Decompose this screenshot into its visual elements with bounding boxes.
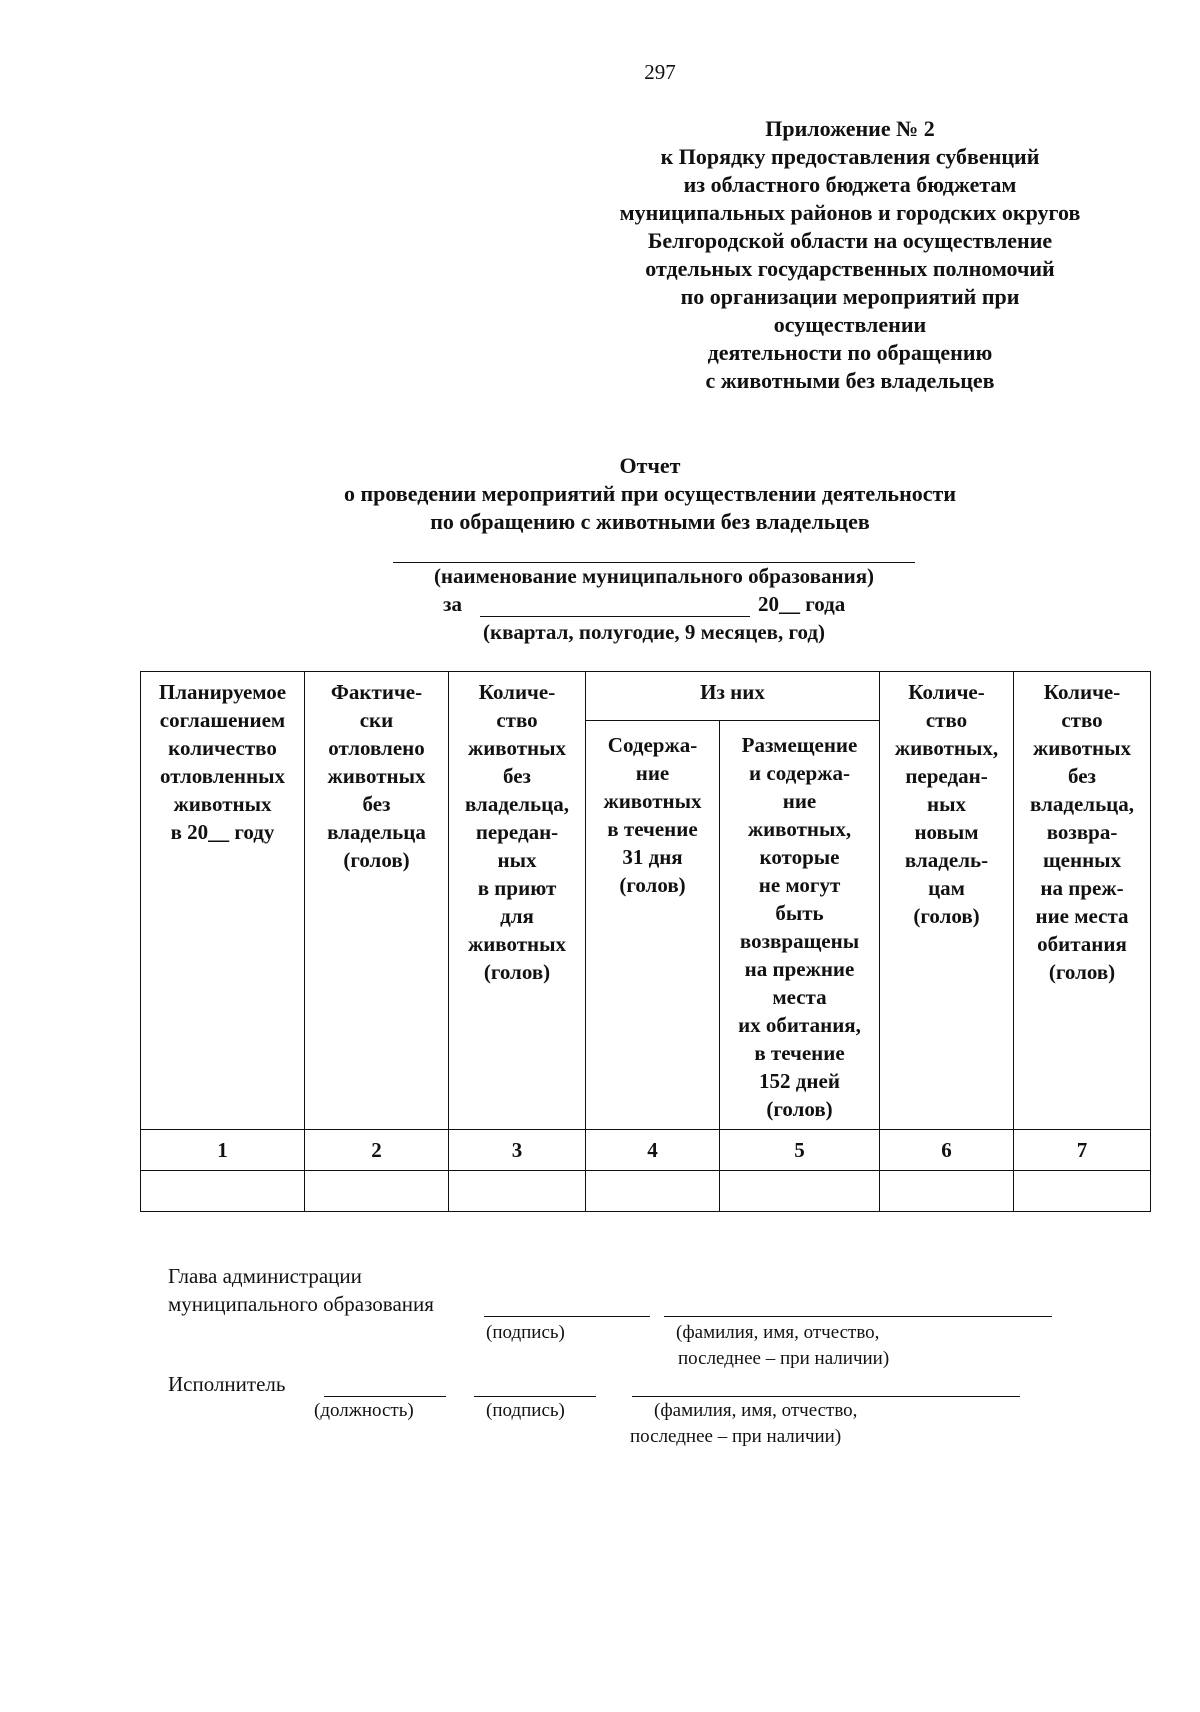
period-prefix: за: [443, 592, 462, 616]
column-number: 5: [720, 1130, 880, 1171]
data-cell[interactable]: [586, 1171, 720, 1212]
head-title-line2: муниципального образования: [168, 1292, 434, 1316]
column-number: 2: [305, 1130, 449, 1171]
data-cell[interactable]: [720, 1171, 880, 1212]
annex-line: муниципальных районов и городских округов: [619, 200, 1081, 225]
data-cell[interactable]: [305, 1171, 449, 1212]
period-fill-line: [480, 616, 750, 617]
executor-signature-line: [474, 1396, 596, 1397]
header-cell-7: Количе- ство животных без владельца, возвра- щенных на преж- ние места обитания (голов): [1014, 672, 1151, 1130]
annex-line: деятельности по обращению: [707, 340, 993, 365]
period-note: (квартал, полугодие, 9 месяцев, год): [482, 620, 826, 644]
executor-name-note: (фамилия, имя, отчество,: [654, 1400, 858, 1421]
column-number: 7: [1014, 1130, 1151, 1171]
executor-label: Исполнитель: [168, 1372, 286, 1396]
header-group-of-them: Из них: [586, 672, 880, 721]
period-year: 20__ года: [758, 592, 846, 616]
report-title: Отчет: [619, 453, 681, 478]
column-number-row: [141, 1130, 1151, 1171]
head-signature-line: [484, 1316, 650, 1317]
data-cell[interactable]: [1014, 1171, 1151, 1212]
executor-position-line: [324, 1396, 446, 1397]
column-number: 6: [880, 1130, 1014, 1171]
data-row: [141, 1171, 1151, 1212]
head-name-line: [664, 1316, 1052, 1317]
executor-position-note: (должность): [314, 1400, 414, 1421]
annex-line: с животными без владельцев: [705, 368, 995, 393]
head-name-note: (фамилия, имя, отчество,: [676, 1322, 880, 1343]
header-cell-1: Планируемое соглашением количество отловленных животных в 20__ году: [141, 672, 305, 1130]
data-cell[interactable]: [449, 1171, 586, 1212]
head-name-note: последнее – при наличии): [678, 1348, 890, 1369]
header-cell-3: Количе- ство животных без владельца, передан- ных в приют для животных (голов): [449, 672, 586, 1130]
data-cell[interactable]: [880, 1171, 1014, 1212]
executor-name-line: [632, 1396, 1020, 1397]
annex-line: осуществлении: [773, 312, 927, 337]
head-title-line1: Глава администрации: [168, 1264, 362, 1288]
municipality-note: (наименование муниципального образования): [433, 564, 875, 588]
annex-header: [600, 115, 1100, 395]
column-number: 1: [141, 1130, 305, 1171]
report-title-block: [250, 452, 1050, 536]
header-cell-6: Количе- ство животных, передан- ных новым владель- цам (голов): [880, 672, 1014, 1130]
annex-line: по организации мероприятий при: [680, 284, 1020, 309]
header-cell-2: Фактиче- ски отловлено животных без владельца (голов): [305, 672, 449, 1130]
annex-line: Приложение № 2: [765, 116, 935, 141]
report-subtitle: по обращению с животными без владельцев: [430, 509, 870, 534]
column-number: 3: [449, 1130, 586, 1171]
report-subtitle: о проведении мероприятий при осуществлении деятельности: [343, 481, 956, 506]
executor-signature-note: (подпись): [486, 1400, 565, 1421]
annex-line: Белгородской области на осуществление: [647, 228, 1053, 253]
header-cell-5: Размещение и содержа- ние животных, которые не могут быть возвращены на прежние места их обитания, в течение 152 дней (голов): [720, 721, 880, 1130]
page-number: 297: [644, 60, 676, 84]
municipality-fill-line: [393, 562, 915, 563]
annex-line: отдельных государственных полномочий: [645, 256, 1055, 281]
report-table: [140, 671, 1150, 1212]
executor-name-note: последнее – при наличии): [630, 1426, 842, 1447]
annex-line: к Порядку предоставления субвенций: [660, 144, 1040, 169]
data-cell[interactable]: [141, 1171, 305, 1212]
header-cell-4: Содержа- ние животных в течение 31 дня (голов): [586, 721, 720, 1130]
annex-line: из областного бюджета бюджетам: [683, 172, 1017, 197]
head-signature-note: (подпись): [486, 1322, 565, 1343]
column-number: 4: [586, 1130, 720, 1171]
